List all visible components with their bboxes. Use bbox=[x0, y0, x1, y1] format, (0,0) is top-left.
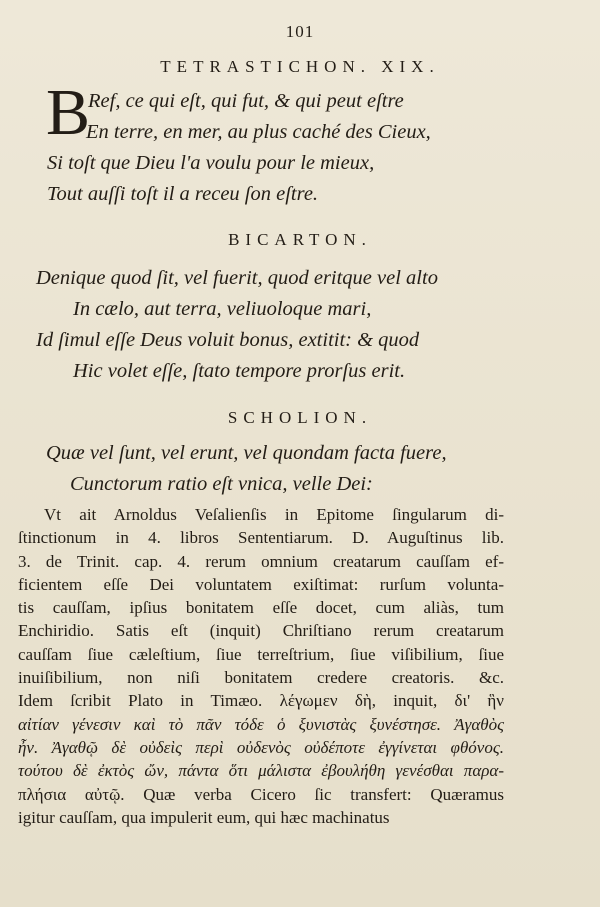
prose-line: inuiſibilium, non niſi bonitatem credere creatoris. &c. bbox=[18, 668, 504, 688]
prose-line-greek: αἰτίαν γένεσιν καὶ τὸ πᾶν τόδε ὁ ξυνιστὰς ξυνέστησε. Ἀγαθὸς bbox=[18, 714, 504, 734]
verse-line: Hic volet eſſe, ſtato tempore prorſus erit. bbox=[73, 360, 406, 382]
bicarton-heading: BICARTON. bbox=[228, 230, 372, 249]
verse-line: Si toſt que Dieu l'a voulu pour le mieux, bbox=[47, 152, 375, 174]
prose-line: Vt ait Arnoldus Veſalienſis in Epitome ſingularum di- bbox=[44, 505, 504, 524]
prose-line-greek: τούτου δὲ ἐκτὸς ὤν, πάντα ὅτι μάλιστα ἐβουλήθη γενέσθαι παρα- bbox=[18, 761, 504, 781]
prose-line: tis cauſſam, ipſius bonitatem eſſe docet, cum aliàs, tum bbox=[18, 598, 504, 618]
prose-line: Enchiridio. Satis eſt (inquit) Chriſtiano rerum creatarum bbox=[18, 621, 504, 641]
prose-line: 3. de Trinit. cap. 4. rerum omnium creatarum cauſſam ef- bbox=[18, 551, 504, 571]
prose-line: cauſſam ſiue cæleſtium, ſiue terreſtrium, ſiue viſibilium, ſiue bbox=[18, 644, 504, 664]
page-number: 101 bbox=[285, 22, 315, 41]
verse-line: Denique quod ſit, vel fuerit, quod eritque vel alto bbox=[36, 267, 438, 289]
prose-line: ſtinctionum in 4. libros Sententiarum. D. Auguſtinus lib. bbox=[18, 528, 504, 548]
verse-line: Id ſimul eſſe Deus voluit bonus, extitit: & quod bbox=[36, 329, 420, 351]
scholion-commentary bbox=[18, 503, 504, 829]
verse-line: En terre, en mer, au plus caché des Cieux, bbox=[86, 121, 431, 143]
prose-line-greek: ἦν. Ἀγαθῷ δὲ οὐδεὶς περὶ οὐδενὸς οὐδέποτε ἐγγίνεται φθόνος. bbox=[18, 737, 504, 757]
prose-line: igitur cauſſam, qua impulerit eum, qui hæc machinatus bbox=[18, 807, 390, 827]
tetrastichon-heading: TETRASTICHON. XIX. bbox=[160, 57, 440, 76]
verse-line: Cunctorum ratio eſt vnica, velle Dei: bbox=[70, 473, 373, 495]
prose-line: πλήσια αὐτῷ. Quæ verba Cicero ſic transfert: Quæramus bbox=[18, 784, 504, 804]
scholion-heading: SCHOLION. bbox=[227, 408, 373, 427]
verse-line: In cælo, aut terra, veliuoloque mari, bbox=[73, 298, 372, 320]
prose-line: ficientem eſſe Dei voluntatem exiſtimat: rurſum volunta- bbox=[18, 574, 504, 594]
verse-line: Tout auſſi toſt il a receu ſon eſtre. bbox=[47, 183, 319, 205]
drop-cap-initial: B bbox=[46, 76, 91, 149]
prose-line: Idem ſcribit Plato in Timæo. λέγωμεν δὴ, inquit, δι' ἣν bbox=[18, 691, 504, 711]
verse-line: Quæ vel ſunt, vel erunt, vel quondam facta fuere, bbox=[46, 442, 447, 464]
verse-line: Ref, ce qui eſt, qui fut, & qui peut eſtre bbox=[88, 90, 404, 112]
